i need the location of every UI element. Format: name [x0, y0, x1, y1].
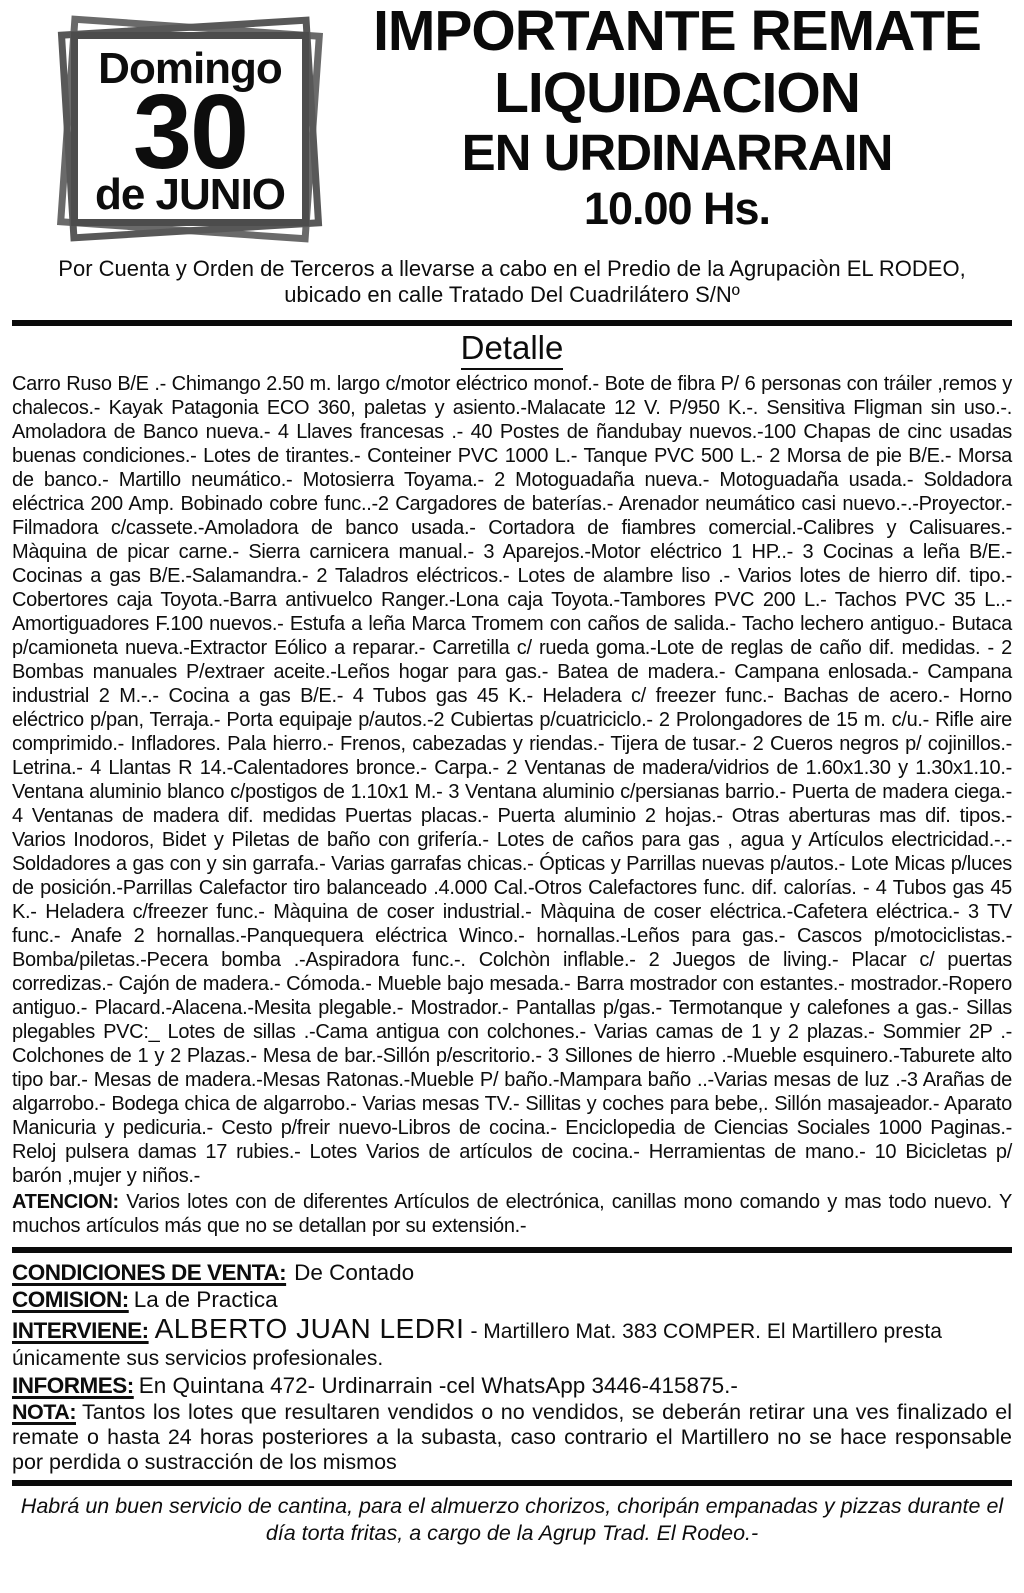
commission-label: COMISION: [12, 1287, 129, 1312]
conditions-label: CONDICIONES DE VENTA: [12, 1260, 287, 1285]
conditions-value: De Contado [294, 1260, 415, 1285]
main-title [342, 0, 1012, 236]
auctioneer-label: INTERVIENE: [12, 1318, 149, 1343]
detail-heading: Detalle [461, 329, 564, 370]
date-weekday: Domingo [98, 44, 282, 93]
detail-heading-wrap [12, 329, 1012, 370]
items-paragraph: Carro Ruso B/E .- Chimango 2.50 m. largo c/motor eléctrico monof.- Bote de fibra P/ 6 personas con tráiler ,remos y chalecos.- Kayak Patagonia ECO 360, paletas y asiento.-Malacate 12 V. P/950 K.-. Sensitiva Fligman sin uso.-. Amoladora de Banco nueva.- 4 Llaves francesas .- 40 Postes de ñandubay nuevos.-100 Chapas de cinc usadas buenas condiciones.- Lotes de tirantes.- Conteiner PVC 1000 L.- Tanque PVC 500 L.- 2 Morsa de pie B/E.- Morsa de banco.- Martillo neumático.- Motosierra Toyama.- 2 Motoguadaña nueva.- Motoguadaña usada.- Soldadora eléctrica 200 Amp. Bobinado cobre func..-2 Cargadores de baterías.- Arenador neumático casi nuevo.-.-Proyector.- Filmadora c/cassete.-Amoladora de banco usada.- Cortadora de fiambres comercial.-Calibres y Calisuares.- Màquina de picar carne.- Sierra carnicera manual.- 3 Aparejos.-Motor eléctrico 1 HP..- 3 Cocinas a leña B/E.- Cocinas a gas B/E.-Salamandra.- 2 Taladros eléctricos.- Lotes de alambre liso .- Varios lotes de hierro dif. tipo.- Cobertores caja Toyota.-Barra antivuelco Ranger.-Lona caja Toyota.-Tambores PVC 200 L.- Tachos PVC 35 L..- Amortiguadores F.100 nuevos.- Estufa a leña Marca Tromem con caños de salida.- Tacho lechero antiguo.- Butaca p/camioneta nueva.-Extractor Eólico a reparar.- Carretilla c/ rueda goma.-Lote de reglas de caño dif. medidas. - 2 Bombas manuales P/extraer aceite.-Leños hogar para gas.- Batea de madera.- Campana enlosada.- Campana industrial 2 M.-.- Cocina a gas B/E.- 4 Tubos gas 45 K.- Heladera c/ freezer func.- Bachas de acero.- Horno eléctrico p/pan, Terraja.- Porta equipaje p/autos.-2 Cubiertas p/cuatriciclo.- 2 Prolongadores de 15 m. c/u.- Rifle aire comprimido.- Infladores. Pala hierro.- Frenos, cabezadas y riendas.- Tijera de tusar.- 2 Cueros negros p/ cojinillos.- Letrina.- 4 Llantas R 14.-Calentadores bronce.- Carpa.- 2 Ventanas de madera/vidrios de 1.60x1.30 y 1.30x1.10.-Ventana aluminio blanco c/postigos de 1.10x1 M.- 3 Ventana aluminio c/persianas barrio.- Puerta de madera ciega.- 4 Ventanas de madera dif. medidas Puertas placas.- Puerta aluminio 2 hojas.- Otras aberturas mas dif. tipos.- Varios Inodoros, Bidet y Piletas de baño con grifería.- Lotes de caños para gas , agua y Artículos electricidad.-.- Soldadores a gas con y sin garrafa.- Varias garrafas chicas.- Ópticas y Parrillas nuevas p/autos.- Lote Micas p/luces de posición.-Parrillas Calefactor tiro balanceado .4.000 Cal.-Otros Calefactores func. dif. calorías. - 4 Tubos gas 45 K.- Heladera c/freezer func.- Màquina de coser industrial.- Màquina de coser eléctrica.-Cafetera eléctrica.- 3 TV func.- Anafe 2 hornallas.-Panquequera eléctrica Winco.- hornallas.-Leños para gas.- Cascos p/motociclistas.- Bomba/piletas.-Pecera bomba .-Aspiradora func.-. Colchòn inflable.- 2 Juegos de living.- Placar c/ puertas corredizas.- Cajón de madera.- Cómoda.- Mueble bajo mesada.- Barra mostrador con estantes.- mostrador.-Ropero antiguo.- Placard.-Alacena.-Mesita plegable.- Mostrador.- Pantallas p/gas.- Termotanque y calefones a gas.- Sillas plegables PVC:_ Lotes de sillas .-Cama antigua con colchones.- Varias camas de 1 y 2 plazas.- Sommier 2P .-Colchones de 1 y 2 Plazas.- Mesa de bar.-Sillón p/escritorio.- 3 Sillones de hierro .-Mueble esquinero.-Taburete alto tipo bar.- Mesas de madera.-Mesas Ratonas.-Mueble P/ baño.-Mampara baño ..-Varias mesas de luz .-3 Arañas de algarrobo.- Bodega chica de algarrobo.- Varias mesas TV.- Sillitas y coches para bebe,. Sillón masajeador.- Aparato Manicuria y pedicuria.- Cesto p/freir nuevo-Libros de cocina.- Enciclopedia de Ciencias Sociales 1000 Paginas.-Reloj pulsera damas 17 rubies.- Lotes Varios de artículos de cocina.- Herramientas de mano.- 10 Bicicletas p/ barón ,mujer y niños.- [12, 373, 1012, 1187]
contact-value: En Quintana 472- Urdinarrain -cel WhatsApp 3446-415875.- [138, 1373, 738, 1398]
date-day: 30 [133, 73, 247, 191]
intro-text: Por Cuenta y Orden de Terceros a llevarse a cabo en el Predio de la Agrupaciòn EL RODEO, ubicado en calle Tratado Del Cuadrilátero S/Nº [58, 256, 966, 307]
date-month: de JUNIO [94, 170, 286, 219]
attention-text: Varios lotes con de diferentes Artículos de electrónica, canillas mono comando y mas todo nuevo. Y muchos artículos más que no se detallan por su extensión.- [12, 1191, 1012, 1237]
conditions-row [12, 1260, 1012, 1286]
attention-label: ATENCION: [12, 1191, 119, 1213]
auctioneer-name: ALBERTO JUAN LEDRI [154, 1313, 465, 1344]
date-box [56, 12, 324, 246]
divider-middle [12, 1247, 1012, 1253]
auctioneer-details: - Martillero Mat. 383 COMPER. El Martillero presta únicamente sus servicios profesionales. [12, 1320, 942, 1370]
note-paragraph [12, 1400, 1012, 1475]
commission-row [12, 1287, 1012, 1313]
auctioneer-row [12, 1314, 1012, 1372]
attention-paragraph [12, 1190, 1012, 1238]
title-line-2: LIQUIDACION [494, 61, 860, 125]
footer-note: Habrá un buen servicio de cantina, para el almuerzo chorizos, choripán empanadas y pizzas durante el día torta fritas, a cargo de la Agrup Trad. El Rodeo.- [20, 1494, 1004, 1545]
date-box-main [71, 32, 309, 226]
commission-value: La de Practica [133, 1287, 278, 1312]
title-line-3: EN URDINARRAIN [461, 124, 893, 181]
divider-bottom [12, 1480, 1012, 1486]
terms-block [12, 1260, 1012, 1475]
contact-row [12, 1373, 1012, 1399]
title-time: 10.00 Hs. [583, 183, 771, 234]
divider-top [12, 320, 1012, 326]
note-label: NOTA: [12, 1400, 76, 1424]
note-text: Tantos los lotes que resultaren vendidos o no vendidos, se deberán retirar una ves finalizado el remate o hasta 24 horas posteriores a la subasta, caso contrario el Martillero no se hace responsable por perdida o sustracción de los mismos [12, 1400, 1012, 1474]
contact-label: INFORMES: [12, 1373, 134, 1398]
title-line-1: IMPORTANTE REMATE [373, 0, 981, 63]
flyer-header [12, 0, 1012, 252]
